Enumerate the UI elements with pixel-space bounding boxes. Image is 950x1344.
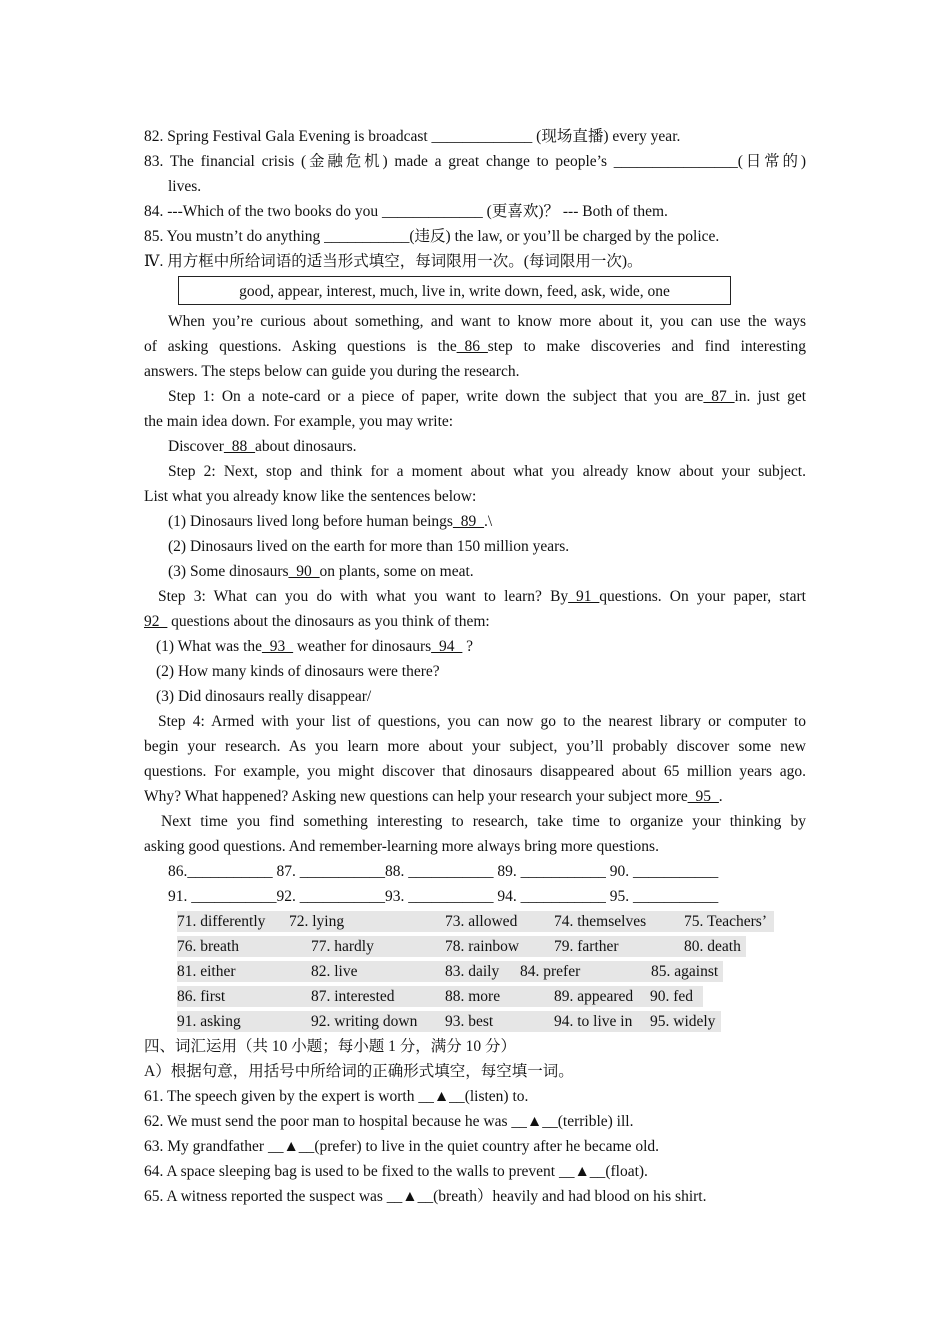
list-item: (1) Dinosaurs lived long before human beings_89_.\	[168, 513, 493, 530]
question-61: 61. The speech given by the expert is worth __▲__(listen) to.	[144, 1088, 529, 1105]
answer-cell: 75. Teachers’	[684, 913, 767, 930]
answer-key-grid	[177, 909, 806, 1034]
question-65: 65. A witness reported the suspect was __▲__(breath）heavily and had blood on his shirt.	[144, 1188, 707, 1205]
triangle-blank: __▲__	[511, 1113, 558, 1130]
question-82: 82. Spring Festival Gala Evening is broadcast _____________ (现场直播) every year.	[144, 128, 681, 145]
answer-cell: 83. daily	[445, 963, 500, 980]
part-4-instruction: A）根据句意，用括号中所给词的正确形式填空，每空填一词。	[144, 1063, 574, 1080]
answer-cell: 79. farther	[554, 938, 619, 955]
section-iv-title: Ⅳ. 用方框中所给词语的适当形式填空，每词限用一次。(每词限用一次)。	[144, 253, 643, 270]
part-4-title: 四、词汇运用（共 10 小题；每小题 1 分，满分 10 分）	[144, 1038, 517, 1055]
answer-cell: 74. themselves	[554, 913, 647, 930]
answer-cell: 85. against	[651, 963, 719, 980]
list-item: (2) Dinosaurs lived on the earth for more than 150 million years.	[168, 538, 570, 555]
answer-cell: 87. interested	[311, 988, 395, 1005]
answer-cell: 92. writing down	[311, 1013, 418, 1030]
answer-cell: 91. asking	[177, 1013, 241, 1030]
answer-cell: 77. hardly	[311, 938, 374, 955]
question-64: 64. A space sleeping bag is used to be fixed to the walls to prevent __▲__(float).	[144, 1163, 648, 1180]
answer-cell: 82. live	[311, 963, 358, 980]
passage-line: answers. The steps below can guide you during the research.	[144, 363, 520, 380]
answer-cell: 93. best	[445, 1013, 494, 1030]
blank-91: _91_	[568, 588, 600, 605]
blank-92: 92_	[144, 613, 168, 630]
answer-cell: 81. either	[177, 963, 236, 980]
passage-line: the main idea down. For example, you may write:	[144, 413, 454, 430]
question-83-continued: lives.	[168, 178, 202, 195]
answer-cell: 72. lying	[289, 913, 345, 930]
passage-line: begin your research. As you learn more about your subject, you’ll probably discover some new	[144, 738, 806, 755]
passage	[144, 309, 806, 859]
blank-95: _95_	[687, 788, 719, 805]
passage-line: When you’re curious about something, and want to know more about it, you can use the ways	[168, 313, 806, 330]
answer-cell: 89. appeared	[554, 988, 634, 1005]
list-item: (2) How many kinds of dinosaurs were there?	[156, 663, 440, 680]
answer-cell: 80. death	[684, 938, 741, 955]
word-box-wrapper	[144, 274, 806, 309]
answer-cell: 95. widely	[650, 1013, 716, 1030]
blank-90: _90_	[288, 563, 320, 580]
question-62: 62. We must send the poor man to hospital because he was __▲__(terrible) ill.	[144, 1113, 634, 1130]
worksheet-page	[144, 124, 806, 1209]
answer-blanks-row-2: 91. ___________92. ___________93. ___________ 94. ___________ 95. ___________	[168, 888, 719, 905]
list-item: (1) What was the_93_ weather for dinosaurs_94_ ?	[156, 638, 473, 655]
answer-cell: 73. allowed	[445, 913, 518, 930]
list-item: (3) Some dinosaurs_90_on plants, some on meat.	[168, 563, 474, 580]
passage-line: Step 1: On a note-card or a piece of paper, write down the subject that you are_87_in. just get	[168, 388, 806, 405]
passage-line: Step 2: Next, stop and think for a moment about what you already know about your subject.	[168, 463, 806, 480]
triangle-blank: __▲__	[386, 1188, 434, 1205]
blank-89: _89_	[452, 513, 484, 530]
question-63: 63. My grandfather __▲__(prefer) to live in the quiet country after he became old.	[144, 1138, 660, 1155]
triangle-blank: __▲__	[558, 1163, 606, 1180]
question-83: 83. The financial crisis (金融危机) made a great change to people’s ________________(日常的)	[144, 153, 806, 170]
blank-86: _86_	[456, 338, 488, 355]
list-item: (3) Did dinosaurs really disappear/	[156, 688, 372, 705]
triangle-blank: __▲__	[267, 1138, 315, 1155]
answer-cell: 86. first	[177, 988, 226, 1005]
answer-blanks-row-1: 86.___________ 87. ___________88. ___________ 89. ___________ 90. ___________	[168, 863, 719, 880]
answer-cell: 78. rainbow	[445, 938, 520, 955]
passage-line: of asking questions. Asking questions is the_86_step to make discoveries and find interesting	[144, 338, 806, 355]
answer-cell: 76. breath	[177, 938, 239, 955]
passage-line: Step 3: What can you do with what you want to learn? By_91_questions. On your paper, start	[158, 588, 806, 605]
answer-cell: 90. fed	[650, 988, 694, 1005]
answer-cell: 71. differently	[177, 913, 266, 930]
passage-line: Why? What happened? Asking new questions can help your research your subject more_95_.	[144, 788, 723, 805]
passage-line: Discover_88_about dinosaurs.	[168, 438, 357, 455]
question-84: 84. ---Which of the two books do you _____________ (更喜欢)？ --- Both of them.	[144, 203, 668, 220]
answer-cell: 84. prefer	[520, 963, 581, 980]
passage-line: List what you already know like the sentences below:	[144, 488, 477, 505]
triangle-blank: __▲__	[418, 1088, 465, 1105]
blank-87: _87_	[703, 388, 735, 405]
passage-line: Next time you find something interesting to research, take time to organize your thinking by	[161, 813, 806, 830]
answer-cell: 94. to live in	[554, 1013, 633, 1030]
blank-94: _94_	[431, 638, 463, 655]
passage-line: Step 4: Armed with your list of questions, you can now go to the nearest library or computer to	[158, 713, 806, 730]
blank-93: _93_	[262, 638, 294, 655]
passage-line: 92_ questions about the dinosaurs as you think of them:	[144, 613, 490, 630]
question-85: 85. You mustn’t do anything ___________(违反) the law, or you’ll be charged by the police.	[144, 228, 720, 245]
answer-cell: 88. more	[445, 988, 501, 1005]
word-box: good, appear, interest, much, live in, write down, feed, ask, wide, one	[178, 276, 731, 305]
passage-line: questions. For example, you might discover that dinosaurs disappeared about 65 million years ago.	[144, 763, 806, 780]
passage-line: asking good questions. And remember-learning more always bring more questions.	[144, 838, 659, 855]
blank-88: _88_	[223, 438, 255, 455]
